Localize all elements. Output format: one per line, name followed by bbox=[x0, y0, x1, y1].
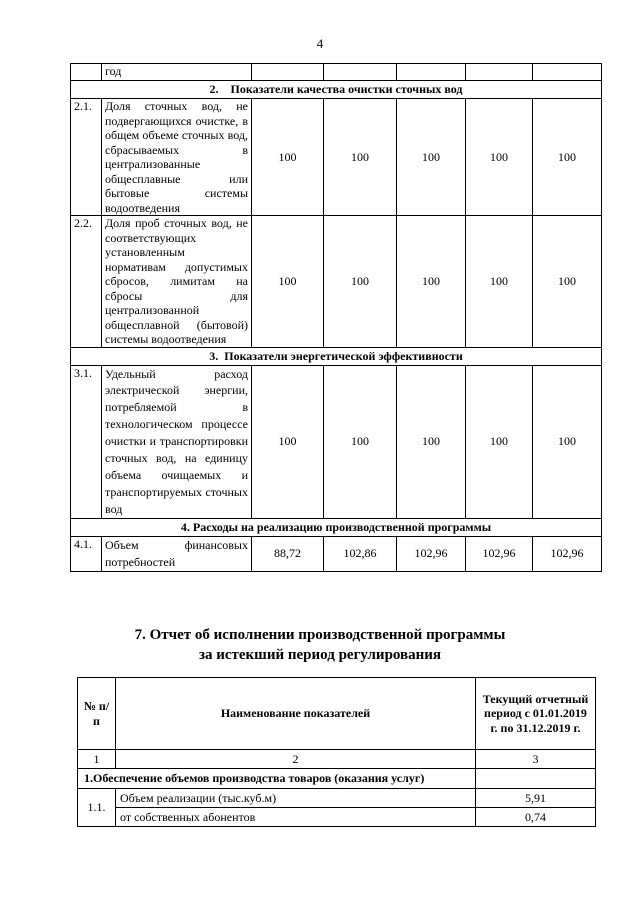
table-row bbox=[71, 64, 602, 81]
value-cell: 88,72 bbox=[252, 536, 324, 571]
value-cell: 100 bbox=[466, 365, 533, 518]
row-number: 2.1. bbox=[71, 99, 102, 216]
value-cell: 100 bbox=[252, 216, 324, 348]
value-cell: 100 bbox=[533, 99, 602, 216]
value-cell: 100 bbox=[533, 216, 602, 348]
col-number-header: № п/п bbox=[78, 678, 116, 750]
value-cell: 100 bbox=[324, 99, 397, 216]
column-number: 3 bbox=[476, 750, 596, 769]
value-cell: 102,96 bbox=[466, 536, 533, 571]
row-number: 1.1. bbox=[78, 789, 116, 827]
section-row bbox=[71, 81, 602, 99]
value-cell: 100 bbox=[252, 365, 324, 518]
row-number: 4.1. bbox=[71, 536, 102, 571]
indicator-name: от собственных абонентов bbox=[116, 808, 476, 827]
value-cell: 100 bbox=[397, 99, 466, 216]
value-cell: 102,96 bbox=[397, 536, 466, 571]
column-numbers-row bbox=[78, 750, 596, 769]
col-period-header: Текущий отчетный период с 01.01.2019 г. по 31.12.2019 г. bbox=[476, 678, 596, 750]
indicator-value: 5,91 bbox=[476, 789, 596, 808]
value-cell: 100 bbox=[324, 216, 397, 348]
section-row bbox=[71, 347, 602, 365]
row-number: 3.1. bbox=[71, 365, 102, 518]
value-cell: 100 bbox=[397, 365, 466, 518]
section-7-heading bbox=[0, 625, 640, 665]
section-row bbox=[71, 518, 602, 536]
value-cell: 100 bbox=[533, 365, 602, 518]
table-row bbox=[71, 536, 602, 571]
section-2-title: 2. Показатели качества очистки сточных вод bbox=[71, 81, 602, 99]
value-cell: 100 bbox=[466, 99, 533, 216]
section-3-title: 3. Показатели энергетической эффективности bbox=[71, 347, 602, 365]
value-cell: 100 bbox=[252, 99, 324, 216]
section-1-title: 1.Обеспечение объемов производства товаров (оказания услуг) bbox=[78, 769, 476, 789]
row-description: Доля проб сточных вод, не соответствующих установленным нормативам допустимых сбросов, лимитам на сбросы для централизованной общесплавной (бытовой) системы водоотведения bbox=[102, 216, 252, 348]
row-description: Доля сточных вод, не подвергающихся очистке, в общем объеме сточных вод, сбрасываемых в централизованные общесплавные или бытовые системы водоотведения bbox=[102, 99, 252, 216]
cell-empty bbox=[71, 64, 102, 81]
indicators-table bbox=[70, 63, 602, 572]
column-number: 2 bbox=[116, 750, 476, 769]
page-number: 4 bbox=[316, 36, 324, 51]
indicator-value: 0,74 bbox=[476, 808, 596, 827]
table-row bbox=[71, 99, 602, 216]
table-row bbox=[78, 808, 596, 827]
table-row bbox=[78, 789, 596, 808]
continued-label: год bbox=[102, 64, 252, 81]
row-description: Удельный расход электрической энергии, потребляемой в технологическом процессе очистки и транспортировки сточных вод, на единицу объема очищаемых и транспортируемых сточных вод bbox=[102, 365, 252, 518]
section-4-title: 4. Расходы на реализацию производственной программы bbox=[71, 518, 602, 536]
column-number: 1 bbox=[78, 750, 116, 769]
value-cell: 102,96 bbox=[533, 536, 602, 571]
col-name-header: Наименование показателей bbox=[116, 678, 476, 750]
value-cell: 100 bbox=[466, 216, 533, 348]
header-row bbox=[78, 678, 596, 750]
heading-line-1: 7. Отчет об исполнении производственной программы bbox=[134, 627, 506, 643]
value-cell: 100 bbox=[397, 216, 466, 348]
table-row bbox=[71, 365, 602, 518]
value-cell: 102,86 bbox=[324, 536, 397, 571]
row-number: 2.2. bbox=[71, 216, 102, 348]
row-description: Объем финансовых потребностей bbox=[102, 536, 252, 571]
indicator-name: Объем реализации (тыс.куб.м) bbox=[116, 789, 476, 808]
heading-line-2: за истекший период регулирования bbox=[198, 647, 442, 663]
table-row bbox=[71, 216, 602, 348]
value-cell: 100 bbox=[324, 365, 397, 518]
section-row bbox=[78, 769, 596, 789]
report-table bbox=[77, 677, 596, 827]
